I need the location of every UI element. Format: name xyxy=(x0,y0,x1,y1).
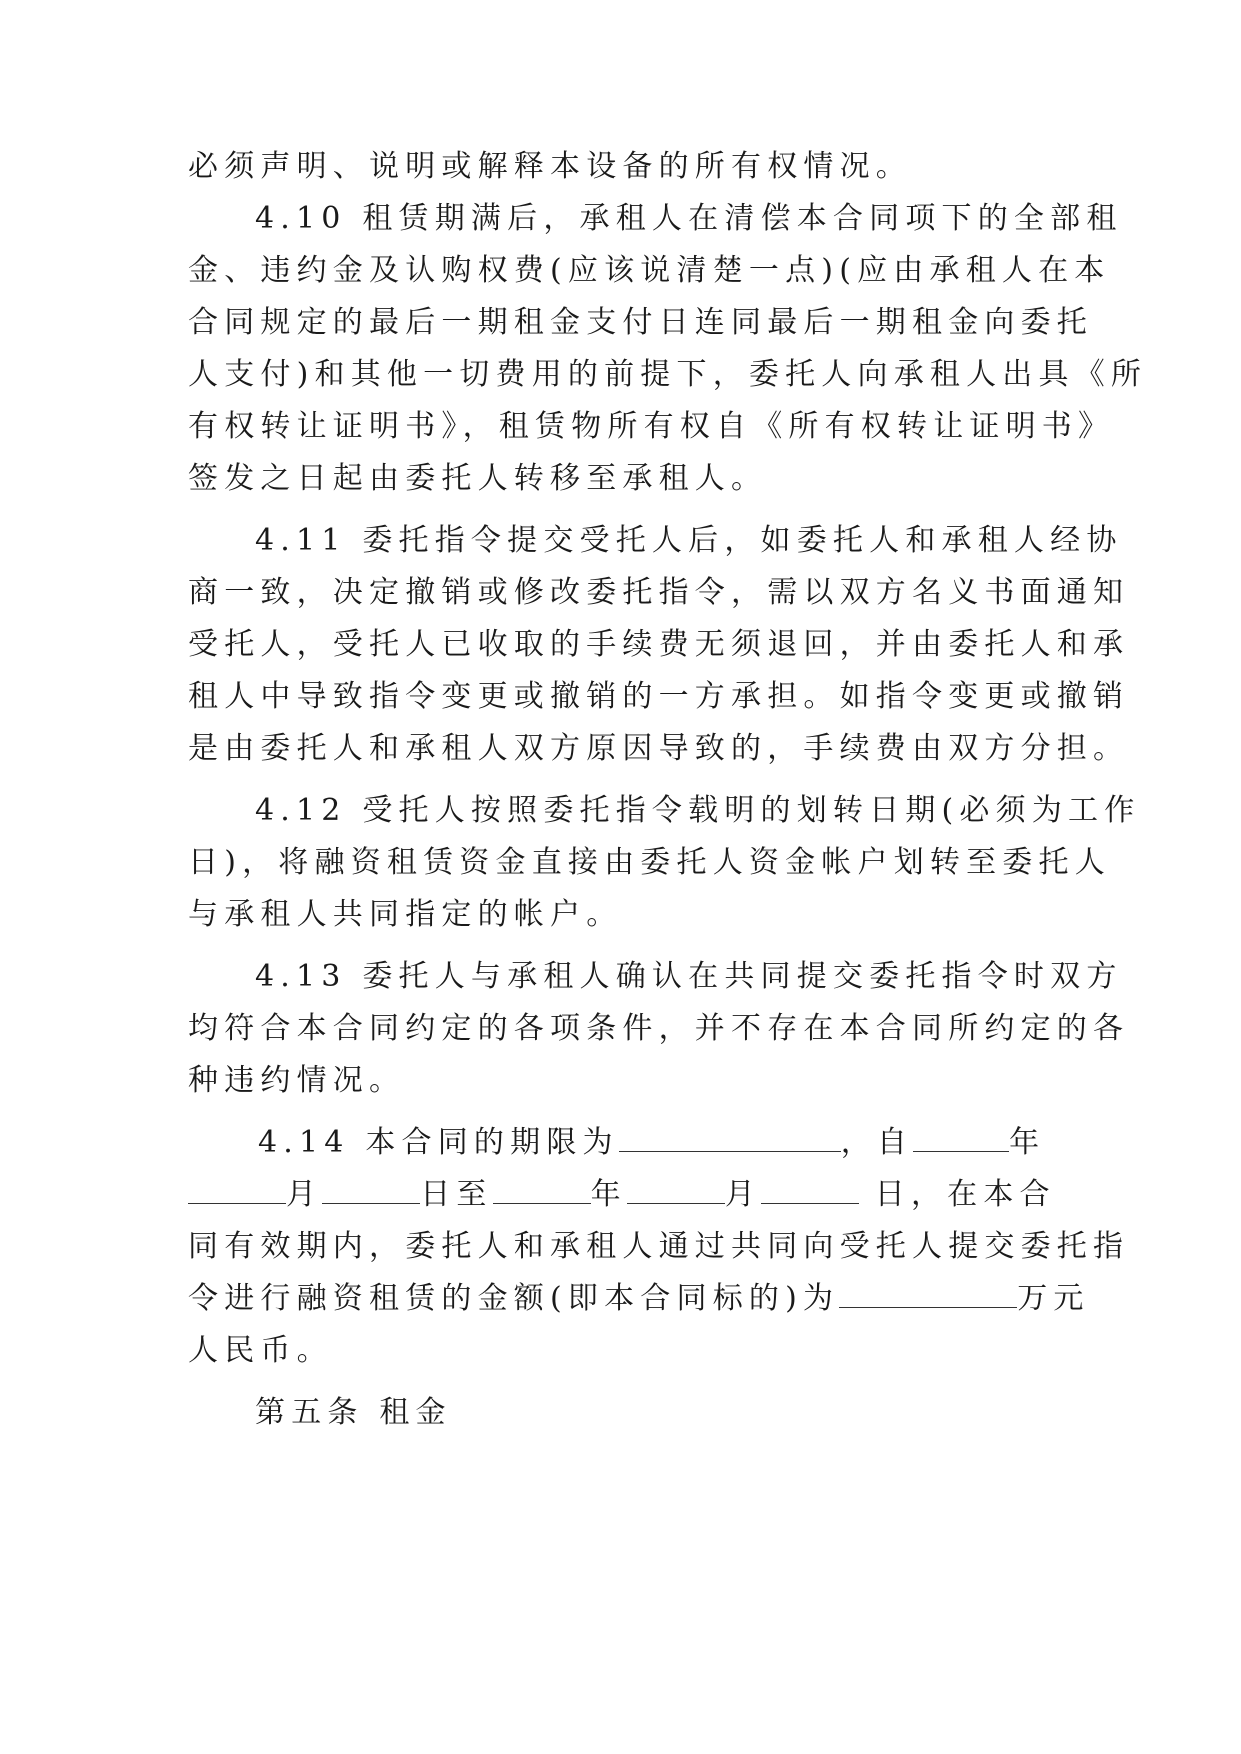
text-line: 人民币。 xyxy=(188,1333,333,1368)
text-line: 商一致，决定撤销或修改委托指令，需以双方名义书面通知 xyxy=(188,575,1130,610)
text-segment: ，自 xyxy=(840,1125,914,1160)
clause-4-13-start: 4.13 委托人与承租人确认在共同提交委托指令时双方 xyxy=(255,959,1123,994)
end-month-blank xyxy=(627,1175,725,1204)
section-heading: 第五条 租金 xyxy=(255,1395,452,1430)
clause-4-14-line-4 xyxy=(188,1279,1090,1319)
text-line: 与承租人共同指定的帐户。 xyxy=(188,897,623,932)
text-segment: 月 xyxy=(724,1177,762,1212)
clause-4-14-line-2 xyxy=(188,1175,1056,1215)
text-segment: 月 xyxy=(286,1177,323,1212)
text-line: 有权转让证明书》，租赁物所有权自《所有权转让证明书》 xyxy=(188,409,1115,444)
end-day-blank xyxy=(761,1175,859,1204)
text-segment: 日至 xyxy=(420,1177,493,1212)
clause-4-12-start: 4.12 受托人按照委托指令载明的划转日期(必须为工作 xyxy=(255,793,1141,828)
term-blank xyxy=(619,1123,841,1152)
text-line: 人支付)和其他一切费用的前提下，委托人向承租人出具《所 xyxy=(188,357,1148,392)
text-line: 日)，将融资租赁资金直接由委托人资金帐户划转至委托人 xyxy=(188,845,1111,880)
clause-4-11-start: 4.11 委托指令提交受托人后，如委托人和承租人经协 xyxy=(255,523,1123,558)
start-month-blank xyxy=(188,1175,286,1204)
text-line: 签发之日起由委托人转移至承租人。 xyxy=(188,461,768,496)
text-segment: 4.14 本合同的期限为 xyxy=(258,1125,619,1160)
text-line: 是由委托人和承租人双方原因导致的，手续费由双方分担。 xyxy=(188,731,1130,766)
clause-4-10-start: 4.10 租赁期满后，承租人在清偿本合同项下的全部租 xyxy=(255,201,1123,236)
text-line: 种违约情况。 xyxy=(188,1063,406,1098)
text-line: 租人中导致指令变更或撤销的一方承担。如指令变更或撤销 xyxy=(188,679,1130,714)
text-segment: 日，在本合 xyxy=(859,1177,1056,1212)
end-year-blank xyxy=(493,1175,591,1204)
text-line: 均符合本合同约定的各项条件，并不存在本合同所约定的各 xyxy=(188,1011,1130,1046)
text-line: 合同规定的最后一期租金支付日连同最后一期租金向委托 xyxy=(188,305,1093,340)
text-line: 同有效期内，委托人和承租人通过共同向受托人提交委托指 xyxy=(188,1229,1130,1264)
clause-4-14-line-1 xyxy=(258,1123,1045,1163)
text-line: 受托人，受托人已收取的手续费无须退回，并由委托人和承 xyxy=(188,627,1130,662)
amount-blank xyxy=(839,1279,1017,1308)
start-day-blank xyxy=(322,1175,420,1204)
text-segment: 万元 xyxy=(1017,1281,1090,1316)
text-segment: 年 xyxy=(590,1177,627,1212)
text-line: 必须声明、说明或解释本设备的所有权情况。 xyxy=(188,149,912,184)
text-segment: 年 xyxy=(1009,1125,1046,1160)
start-year-blank xyxy=(913,1123,1009,1152)
text-line: 金、违约金及认购权费(应该说清楚一点)(应由承租人在本 xyxy=(188,253,1111,288)
text-segment: 令进行融资租赁的金额(即本合同标的)为 xyxy=(188,1281,840,1316)
